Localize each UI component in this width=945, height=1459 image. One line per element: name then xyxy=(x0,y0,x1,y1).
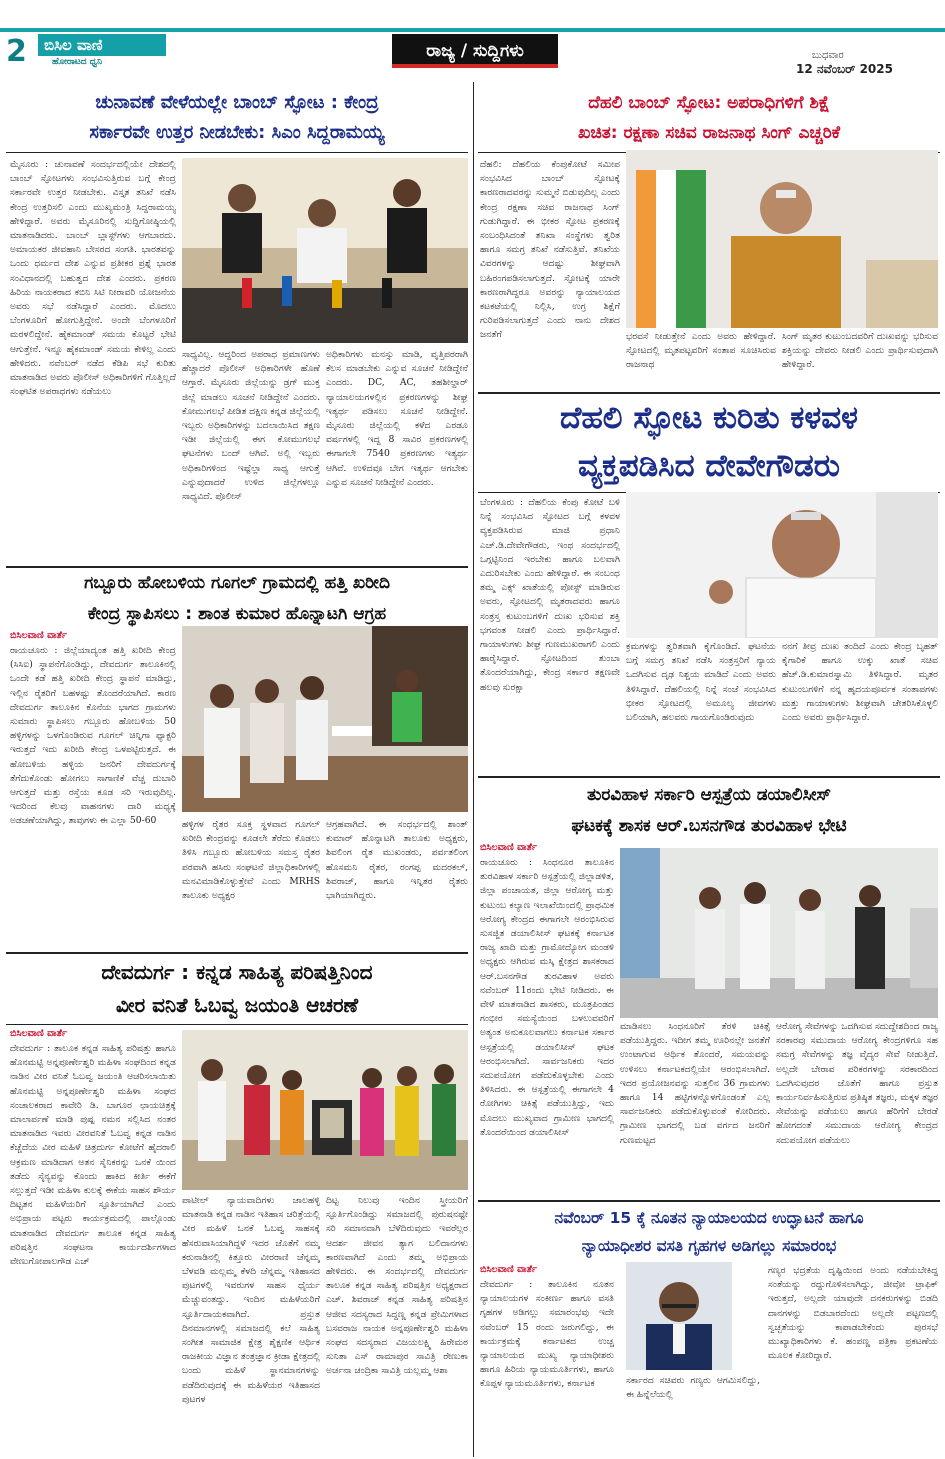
section-title: ರಾಜ್ಯ / ಸುದ್ದಿಗಳು xyxy=(392,34,558,68)
article-text: ನನಗೆ ತೀವ್ರ ದುಃಖ ತಂದಿದೆ ಎಂದು ಕೇಂದ್ರ ಬೃಹತ್ ಕೈಗಾರಿಕೆ ಹಾಗೂ ಉಕ್ಕು ಖಾತೆ ಸಚಿವ ಹೆಚ್.ಡಿ.ಕುಮಾರಸ್ವಾಮಿ ತಿಳಿಸಿದ್ದಾರೆ. ಮೃತರ ಕುಟುಂಬಗಳಿಗೆ ನನ್ನ ಹೃದಯಪೂರ್ವಕ ಸಂತಾಪಗಳು ಮತ್ತು ಗಾಯಾಳುಗಳು ಶೀಘ್ರವಾಗಿ ಚೇತರಿಸಿಕೊಳ್ಳಲಿ ಎಂದು ಅವರು ಪ್ರಾರ್ಥಿಸಿದ್ದಾರೆ. xyxy=(782,641,938,724)
column-divider xyxy=(473,82,474,1457)
header-rule xyxy=(0,28,945,32)
headline-line: ವ್ಯಕ್ತಪಡಿಸಿದ ದೇವೇಗೌಡರು xyxy=(577,448,841,484)
headline-line: ವೀರ ವನಿತೆ ಓಬವ್ವ ಜಯಂತಿ ಆಚರಣೆ xyxy=(115,993,359,1017)
headline-line: ಗಬ್ಬೂರು ಹೋಬಳಿಯ ಗೂಗಲ್ ಗ್ರಾಮದಲ್ಲಿ ಹತ್ತಿ ಖರೀದಿ xyxy=(84,573,390,593)
headline-obavva xyxy=(6,956,468,1022)
headline-court xyxy=(478,1204,940,1260)
page-number: 2 xyxy=(6,34,27,69)
headline-line: ತುರವಿಹಾಳ ಸರ್ಕಾರಿ ಆಸ್ಪತ್ರೆಯ ಡಯಾಲಿಸೀಸ್ xyxy=(586,785,832,805)
headline-gowda xyxy=(478,394,940,490)
photo-rajnath-singh xyxy=(626,150,938,328)
article-text: ಮೈಸೂರು : ಚುನಾವಣೆ ಸಂದರ್ಭದಲ್ಲಿಯೇ ದೇಶದಲ್ಲಿ ಬಾಂಬ್ ಸ್ಫೋಟಗಳು ಸಂಭವಿಸುತ್ತಿರುವ ಬಗ್ಗೆ ಕೇಂದ್ರ ಸರ್ಕಾರವೇ ಉತ್ತರ ನೀಡಬೇಕು. ವಿಸ್ತೃತ ತನಿಖೆ ನಡೆಸಿ ಕೇಂದ್ರ ಉತ್ತರಿಸಲಿ ಎಂದು ಮುಖ್ಯಮಂತ್ರಿ ಸಿದ್ದರಾಮಯ್ಯ ಹೇಳಿದ್ದಾರೆ. ಅವರು ಮೈಸೂರಿನಲ್ಲಿ ಸುದ್ದಿಗೋಷ್ಠಿಯಲ್ಲಿ ಮಾತನಾಡಿದರು. ಬಾಂಬ್ ಬ್ಲಾಸ್ಟ್‌ಗಳು ಆಗಬಾರದು. ಅಮಾಯಕರ ಜೀವಹಾನಿ ಬೇಸರದ ಸಂಗತಿ. ಭಾರತವನ್ನು ಒಂದು ಧರ್ಮದ ದೇಶ ಎನ್ನುವ ಪ್ರತೀಕರ ಪ್ರಶ್ನೆ ಭಾರತ ಸಂವಿಧಾನದಲ್ಲಿ ಬಹುತ್ವದ ದೇಶ ಎಂದರು. ಪ್ರಕರಣ ಹಿರಿಯ ನಾಯಕರಾದ ಕಬಿನಿ ಸಿಟಿ ನೀರಾವರಿ ಯೋಜನೆಯ ಅವರು ಸಭೆ ನಡೆಸಿದ್ದಾರೆ ಎಂದರು. ಮೊದಲು ಬೆಂಗಳೂರಿಗೆ ಹೋಗುತ್ತಿದ್ದೇನೆ. ಅಂದೇ ಬೆಂಗಳೂರಿಗೆ ಮರಳಲಿದ್ದೇನೆ. ಹೈಕಮಾಂಡ್ ಸಮಯ ಕೊಟ್ಟರೆ ಭೇಟಿ ಆಗುತ್ತೇನೆ. ಇನ್ನೂ ಹೈಕಮಾಂಡ್ ಸಮಯ ಕೇಳಿಲ್ಲ ಎಂದು ಹೇಳಿದರು. ನವೆಂಬರ್ ನಡೆದ ಕೆಡಿಪಿ ಸಭೆ ಕುರಿತು ಮಾತನಾಡಿದ ಅವರು ಪೊಲೀಸ್ ಅಧಿಕಾರಿಗಳಿಗೆ ಗೊತ್ತಿಲ್ಲದೆ ಸಂಘಟಿತ ಅಪರಾಧಗಳು ನಡೆಯಲು xyxy=(10,159,176,398)
article-text: ಬೆಂಗಳೂರು : ದೆಹಲಿಯ ಕೆಂಪು ಕೋಟೆ ಬಳಿ ನಿನ್ನೆ ಸಂಭವಿಸಿದ ಸ್ಫೋಟದ ಬಗ್ಗೆ ಕಳವಳ ವ್ಯಕ್ತಪಡಿಸಿರುವ ಮಾಜಿ ಪ್ರಧಾನಿ ಎಚ್.ಡಿ.ದೇವೇಗೌಡರು, ಇಂಥ ಸಂದರ್ಭದಲ್ಲಿ ಒಗ್ಗಟ್ಟಿನಿಂದ ಇರಬೇಕು ಹಾಗೂ ಬಲವಾಗಿ ಎದುರಿಸಬೇಕು ಎಂದು ಹೇಳಿದ್ದಾರೆ. ಈ ಸಂಬಂಧ ತಮ್ಮ ಎಕ್ಸ್ ಖಾತೆಯಲ್ಲಿ ಪೋಸ್ಟ್ ಮಾಡಿರುವ ಅವರು, ಸ್ಫೋಟದಲ್ಲಿ ಮೃತರಾದವರು ಹಾಗೂ ಸಂತ್ರಸ್ತ ಕುಟುಂಬಗಳಿಗೆ ದುಃಖ ಭರಿಸುವ ಶಕ್ತಿ ಭಗವಂತ ನೀಡಲಿ ಎಂದು ಪ್ರಾರ್ಥಿಸಿದ್ದಾರೆ. ಗಾಯಾಳುಗಳು ಶೀಘ್ರ ಗುಣಮುಖರಾಗಲಿ ಎಂದು ಹಾರೈಸಿದ್ದಾರೆ. ಸ್ಫೋಟದಿಂದ ತುಂಬಾ ತೊಂದರೆಯಾಗಿದ್ದು, ಕೇಂದ್ರ ಸರ್ಕಾರ ತಕ್ಷಣವೇ ಹಲವು ಸುರಕ್ಷಾ xyxy=(480,497,620,693)
article-text: ಸಾಧ್ಯವಿಲ್ಲ. ಆದ್ದರಿಂದ ಅಪರಾಧ ಪ್ರಮಾಣಗಳು ಹೆಚ್ಚಾದರೆ ಪೊಲೀಸ್ ಅಧಿಕಾರಿಗಳೇ ಹೊಣೆ ಆಗ್ತಾರೆ. ಮೈಸೂರು ಜಿಲ್ಲೆಯನ್ನು ಡ್ರಗ್ ಮುಕ್ತ ಜಿಲ್ಲೆ ಮಾಡಲು ಸೂಚನೆ ನೀಡಿದ್ದೇನೆ ಎಂದರು. ಕೋಮುಗಲಭೆ ಪೀಡಿತ ದಕ್ಷಿಣ ಕನ್ನಡ ಜಿಲ್ಲೆಯಲ್ಲಿ ಇಬ್ಬರು ಅಧಿಕಾರಿಗಳನ್ನು ಬದಲಾಯಿಸಿದ ತಕ್ಷಣ ಇಡೀ ಜಿಲ್ಲೆಯಲ್ಲಿ ಈಗ ಕೋಮುಗಲಭೆ ಘಟನೆಗಳು ಬಂದ್ ಆಗಿವೆ. ಅಲ್ಲಿ ಇಬ್ಬರು ಅಧಿಕಾರಿಗಳಿಂದ ಇಷ್ಟೆಲ್ಲಾ ಸಾಧ್ಯ ಆಗುತ್ತೆ ಎನ್ನುವುದಾದರೆ ಉಳಿದ ಜಿಲ್ಲೆಗಳಲ್ಲೂ ಸಾಧ್ಯವಿದೆ. ಪೊಲೀಸ್ xyxy=(182,349,320,503)
photo-illustration xyxy=(626,1262,732,1370)
divider xyxy=(478,776,940,778)
article-text: ಆರೋಗ್ಯ ಸೇವೆಗಳನ್ನು ಒದಗಿಸುವ ಸದುದ್ದೇಶದಿಂದ ರಾಜ್ಯ ಸರಕಾರವು ಸಮುದಾಯ ಆರೋಗ್ಯ ಕೇಂದ್ರಗಳಿಗೂ ಸಹ ಸಮಗ್ರ ಸೇವೆಗಳನ್ನು ತಜ್ಞ ವೈದ್ಯರ ಸೇವೆ ನೀಡುತ್ತಿದೆ. ಅಲ್ಲದೇ ಬೇರಾವ ಪರಿಕರಗಳನ್ನು ಸರಕಾರದಿಂದ ಒದಗಿಸುವುದರ ಜೊತೆಗೆ ಹಾಗೂ ಪ್ರಸ್ತುತ ಕಾರ್ಯನಿರ್ವಹಿಸುತ್ತಿರುವ ಪ್ರತಿಷ್ಠಿತ ತಜ್ಞರು, ಮಕ್ಕಳ ತಜ್ಞರ ಸೇವೆಯನ್ನು ಪಡೆಯಲು ಹಾಗೂ ಹೆರಿಗೆಗೆ ಬೇರಡೆ ಹೋಗದಂತೆ ಸಮುದಾಯ ಆರೋಗ್ಯ ಕೇಂದ್ರದ ಸದುಪಯೋಗ ಪಡೆಯಲು xyxy=(776,1021,938,1146)
byline: ಬಿಸಿಲವಾಣಿ ವಾರ್ತೆ xyxy=(480,1264,537,1275)
headline-delhi xyxy=(478,88,940,148)
photo-cotton-memorandum xyxy=(182,626,468,812)
issue-day: ಬುಧವಾರ xyxy=(812,50,844,61)
newspaper-tagline: ಹೋರಾಟದ ಧ್ವನಿ xyxy=(52,57,103,67)
headline-cm xyxy=(6,88,468,148)
headline-hospital xyxy=(478,780,940,842)
article-text: ದೇವದುರ್ಗ : ತಾಲೂಕ ಕನ್ನಡ ಸಾಹಿತ್ಯ ಪರಿಷತ್ತು ಹಾಗೂ ಹೊನಮಟ್ಟಿ ಅನ್ನಪೂರ್ಣೇಶ್ವರಿ ಮಹಿಳಾ ಸಂಘದಿಂದ ಕನ್ನಡ ನಾಡಿನ ವೀರ ವನಿತೆ ಓಬವ್ವ ಜಯಂತಿ ಆಚರಿಸಲಾಯಿತು ಹೊನಮಟ್ಟಿ ಅನ್ನಪೂರ್ಣೇಶ್ವರಿ ಮಹಿಳಾ ಸಂಘದ ಸಂಚಾಲಕರಾದ ಕಾವೇರಿ ಡಿ. ಬಾಗೂರ ಛಾಯಚಿತ್ರಕ್ಕೆ ಮಾಲಾರ್ಪಣೆ ಮಾಡಿ ಪುಷ್ಪ ನಮನ ಸಲ್ಲಿಸಿದ ನಂತರ ಮಾತನಾಡಿದ ಇವರು ವೀರವನಿತೆ ಓಬವ್ವ ಕನ್ನಡ ನಾಡಿನ ಕೆಚ್ಚೆದೆಯ ವೀರ ಮಹಿಳೆ ಚಿತ್ರದುರ್ಗ ಕೋಟೆಗೆ ಹೈದರಾಲಿ ಆಕ್ರಮಣ ಮಾಡಿದಾಗ ಆತನ ಸೈನಿಕರನ್ನು ಒನಕೆ ಯಿಂದ ತಡೆದು ಸೈನ್ಯವನ್ನು ಕೊಂದು ಹಾಕಿದ ಕೀರ್ತಿ ಈಕೆಗೆ ಸಲ್ಲುತ್ತದೆ ಇಡೀ ಮಹಿಳಾ ಕುಲಕ್ಕೆ ಈಕೆಯ ಸಾಹಸ ಶೌರ್ಯ ದಿಟ್ಟತನ ಮಹಿಳೆಯರಿಗೆ ಸ್ಫೂರ್ತಿಯಾಗಿದೆ ಎಂದು ಅಭಿಪ್ರಾಯ ಪಟ್ಟರು ಕಾರ್ಯಕ್ರಮದಲ್ಲಿ ಪಾಲ್ಗೊಂಡು ಮಾತನಾಡಿದ ದೇವದುರ್ಗ ತಾಲೂಕ ಕನ್ನಡ ಸಾಹಿತ್ಯ ಪರಿಷತ್ತಿನ ಸಂಘಟನಾ ಕಾರ್ಯದರ್ಶಿಗಳಾದ ವೇಣುಗೋಪಾಲಗೌಡ ಎಚ್ xyxy=(10,1043,176,1268)
issue-date: 12 ನವೆಂಬರ್ 2025 xyxy=(796,62,893,76)
article-text: ಕ್ರಮಗಳನ್ನು ತ್ವರಿತವಾಗಿ ಕೈಗೊಂಡಿದೆ. ಘಟನೆಯ ಬಗ್ಗೆ ಸಮಗ್ರ ತನಿಖೆ ನಡೆಸಿ ಸಂತ್ರಸ್ತರಿಗೆ ನ್ಯಾಯ ಒದಗಿಸುವ ದೃಢ ನಿಶ್ಚಯ ಮಾಡಿದೆ ಎಂದು ಅವರು ತಿಳಿಸಿದ್ದಾರೆ. ದೆಹಲಿಯಲ್ಲಿ ನಿನ್ನೆ ಸಂಜೆ ಸಂಭವಿಸಿದ ಭೀಕರ ಸ್ಫೋಟದಲ್ಲಿ ಅಮೂಲ್ಯ ಜೀವಗಳು ಬಲಿಯಾಗಿ, ಹಲವರು ಗಾಯಗೊಂಡಿರುವುದು xyxy=(626,641,776,724)
headline-line: ಸರ್ಕಾರವೇ ಉತ್ತರ ನೀಡಬೇಕು: ಸಿಎಂ ಸಿದ್ದರಾಮಯ್ಯ xyxy=(89,122,385,143)
headline-line: ದೆಹಲಿ ಬಾಂಬ್ ಸ್ಫೋಟ: ಅಪರಾಧಿಗಳಿಗೆ ಶಿಕ್ಷೆ xyxy=(588,93,830,113)
photo-illustration xyxy=(182,626,468,812)
divider xyxy=(6,152,468,153)
article-text: ದಿಟ್ಟ ನಿಲುವು ಇಂದಿನ ಸ್ತ್ರೀಯರಿಗೆ ಸ್ಫೂರ್ತಿಗೊಂಡಿದ್ದು ಸಮಾಜದಲ್ಲಿ ಪುರುಷನಷ್ಟೇ ಸರಿ ಸಮಾನವಾಗಿ ಬೆಳೆದಿರುವುದು ಇವರೆಲ್ಲರ ಆದರ್ಶ ಜೀವನ ತ್ಯಾಗ ಬಲಿದಾನಗಳು ಕಾರಣವಾಗಿದೆ ಎಂದು ತಮ್ಮ ಅಭಿಪ್ರಾಯ ಹೇಳಿದರು. ಈ ಸಂದರ್ಭದಲ್ಲಿ ದೇವದುರ್ಗ ತಾಲೂಕ ಕನ್ನಡ ಸಾಹಿತ್ಯ ಪರಿಷತ್ತಿನ ಅಧ್ಯಕ್ಷರಾದ ಎಚ್. ಶಿವರಾಜ್ ಕನ್ನಡ ಸಾಹಿತ್ಯ ಪರಿಷತ್ತಿನ ಆಜೀವ ಸದಸ್ಯರಾದ ಸಿದ್ದಣ್ಣ ಕನ್ನಡ ಪ್ರೇಮಿಗಳಾದ ಬಸವರಾಜ ನಾಯಕ ಅನ್ನಪೂರ್ಣೇಶ್ವರಿ ಮಹಿಳಾ ಸಂಘದ ಸದಸ್ಯರಾದ ವಿಜಯಲಕ್ಷ್ಮಿ ಹಿರೇಮಠ ಸುನಿತಾ ಎಸ್ ರಾಮಾಪುರ ಸಾವಿತ್ರಿ ರೇಣುಕಾ ಅರ್ಚನಾ ಚಂದ್ರಿಕಾ ಸಾವಿತ್ರಿ ಯಲ್ಲಮ್ಮ ಆಶಾ xyxy=(326,1195,468,1377)
photo-hospital-visit xyxy=(620,848,938,1018)
newspaper-logo: ಬಿಸಿಲ ವಾಣಿ xyxy=(38,34,166,56)
article-text: ದೆಹಲಿ: ದೆಹಲಿಯ ಕೆಂಪುಕೋಟೆ ಸಮೀಪ ಸಂಭವಿಸಿದ ಬಾಂಬ್ ಸ್ಫೋಟಕ್ಕೆ ಕಾರಣರಾದವರನ್ನು ಸುಮ್ಮನೆ ಬಿಡುವುದಿಲ್ಲ ಎಂದು ಕೇಂದ್ರ ರಕ್ಷಣಾ ಸಚಿವ ರಾಜನಾಥ ಸಿಂಗ್ ಗುಡುಗಿದ್ದಾರೆ. ಈ ಭೀಕರ ಸ್ಫೋಟ ಪ್ರಕರಣಕ್ಕೆ ಸಂಬಂಧಿಸಿದಂತೆ ತನಿಖಾ ಸಂಸ್ಥೆಗಳು ತ್ವರಿತ ಹಾಗೂ ಸಮಗ್ರ ತನಿಖೆ ನಡೆಸುತ್ತಿವೆ. ತನಿಖೆಯ ವಿವರಗಳನ್ನು ಆದಷ್ಟು ಶೀಘ್ರವಾಗಿ ಬಹಿರಂಗಪಡಿಸಲಾಗುತ್ತದೆ. ಸ್ಫೋಟಕ್ಕೆ ಯಾರೇ ಕಾರಣರಾಗಿದ್ದರೂ ಅವರನ್ನು ನ್ಯಾಯಾಲಯದ ಕಟಕಟೆಯಲ್ಲಿ ನಿಲ್ಲಿಸಿ, ಉಗ್ರ ಶಿಕ್ಷೆಗೆ ಗುರಿಪಡಿಸಲಾಗುತ್ತದೆ ಎಂದು ನಾನು ದೇಶದ ಜನತೆಗೆ xyxy=(480,159,620,341)
headline-line: ಚುನಾವಣೆ ವೇಳೆಯಲ್ಲೇ ಬಾಂಬ್ ಸ್ಫೋಟ : ಕೇಂದ್ರ xyxy=(95,92,379,113)
photo-illustration xyxy=(620,848,938,1018)
headline-cotton xyxy=(6,568,468,630)
headline-line: ನವೆಂಬರ್ 15 ಕ್ಕೆ ನೂತನ ನ್ಯಾಯಾಲಯದ ಉದ್ಘಾಟನೆ ಹಾಗೂ xyxy=(554,1209,864,1227)
divider xyxy=(6,1024,468,1025)
photo-illustration xyxy=(182,1030,468,1190)
article-text: ಸಿಂಗ್ ಮೃತರ ಕುಟುಂಬದವರಿಗೆ ದುಃಖವನ್ನು ಭರಿಸುವ ಶಕ್ತಿಯನ್ನು ದೇವರು ನೀಡಲಿ ಎಂದು ಪ್ರಾರ್ಥಿಸುವುದಾಗಿ ಹೇಳಿದ್ದಾರೆ. xyxy=(782,331,938,371)
divider xyxy=(6,952,468,954)
article-text: ರಾಯಚೂರು : ಜಿಲ್ಲೆಯಾದ್ಯಂತ ಹತ್ತಿ ಖರೀದಿ ಕೇಂದ್ರ (ಸಿಸಿಐ) ಸ್ಥಾಪನೆಗೊಂಡಿದ್ದು, ದೇವದುರ್ಗ ತಾಲೂಕಿನಲ್ಲಿ ಒಂದೇ ಕಡೆ ಹತ್ತಿ ಖರೀದಿ ಕೇಂದ್ರ ಸ್ಥಾಪನೆ ಮಾಡಿದ್ದು, ಇಲ್ಲಿನ ರೈತರಿಗೆ ಬಹಳಷ್ಟು ತೊಂದರೆಯಾಗಿದೆ. ಕಾರಣ ದೇವದುರ್ಗ ತಾಲೂಕಿನ ಕೊನೆಯ ಭಾಗದ ಗ್ರಾಮಗಳು ಸುಮಾರು ಸ್ಥಾಪಿಸಲು ಗಬ್ಬೂರು ಹೋಬಳಿಯ 50 ಹಳ್ಳಿಗಳನ್ನು ಒಳಗೊಂಡಿರುವ ಗೂಗಲ್ ಚಿನ್ನಿಗಾ ಫ್ಯಾಕ್ಟರಿ ಇರುತ್ತದೆ ಇದು ಖರೀದಿ ಕೇಂದ್ರ ಒಳಪಟ್ಟಿರುತ್ತದೆ. ಈ ಹೋಬಳಿಯ ಹಳ್ಳಿಯ ಜನರಿಗೆ ದೇವದುರ್ಗಕ್ಕೆ ತೆಗೆದುಕೊಂಡು ಹೋಗಲು ಸಾಗಾಣಿಕೆ ವೆಚ್ಚ ದುಬಾರಿ ಆಗುತ್ತದೆ ಮತ್ತು ರಸ್ತೆಯ ಕೂಡ ಸರಿ ಇರುವುದಿಲ್ಲ. ಇದರಿಂದ ಕೆಲವು ವಾಹನಗಳು ದಾರಿ ಮಧ್ಯಕ್ಕೆ ಅಡಚಣೆಯಾಗಿದ್ದು, ತಾವುಗಳು ಈ ಎಲ್ಲಾ 50-60 xyxy=(10,645,176,827)
article-text: ಹಳ್ಳಿಗಳ ರೈತರ ಸೂಕ್ತ ಸ್ಥಳವಾದ ಗೂಗಲ್ ಖರೀದಿ ಕೇಂದ್ರವನ್ನು ಕೂಡಲೇ ತೆರೆದು ಕೊಡಲು ತಿಳಿಸಿ ಗಬ್ಬೂರು ಹೋಬಳಿಯ ಸಮಸ್ತ ರೈತರ ಪರವಾಗಿ ಹಸಿರು ಸಂಘಟನೆ ಜಿಲ್ಲಾಧಿಕಾರಿಗಳಲ್ಲಿ ಮನವಿಮಾಡಿಕೊಳ್ಳುತ್ತೇವೆ ಎಂದು MRHS ತಾಲೂಕು ಅಧ್ಯಕ್ಷರ xyxy=(182,819,320,902)
headline-line: ದೆಹಲಿ ಸ್ಫೋಟ ಕುರಿತು ಕಳವಳ xyxy=(560,400,858,436)
photo-cm-press-meet xyxy=(182,158,468,343)
photo-illustration xyxy=(182,158,468,343)
photo-devegowda xyxy=(626,492,938,638)
headline-line: ಖಚಿತ: ರಕ್ಷಣಾ ಸಚಿವ ರಾಜನಾಥ ಸಿಂಗ್ ಎಚ್ಚರಿಕೆ xyxy=(577,123,841,143)
photo-court-official xyxy=(626,1262,732,1370)
headline-line: ದೇವದುರ್ಗ : ಕನ್ನಡ ಸಾಹಿತ್ಯ ಪರಿಷತ್ತಿನಿಂದ xyxy=(101,960,373,984)
article-text: ಅಧಿಕಾರಿಗಳು ಮನಸ್ಸು ಮಾಡಿ, ವೃತ್ತಿಪರರಾಗಿ ಕೆಲಸ ಮಾಡಬೇಕು ಎನ್ನುವ ಸೂಚನೆ ನೀಡಿದ್ದೇನೆ ಎಂದರು. DC, AC, ತಹಶೀಲ್ದಾರ್ ನ್ಯಾಯಾಲಯಗಳಲ್ಲಿನ ಪ್ರಕರಣಗಳನ್ನು ಶೀಘ್ರ ಇತ್ಯರ್ಥ ಪಡಿಸಲು ಸೂಚನೆ ನೀಡಿದ್ದೇನೆ. ಮೈಸೂರು ಜಿಲ್ಲೆಯಲ್ಲಿ ಕಳೆದ ಎರಡೂ ವರ್ಷಗಳಲ್ಲಿ ಇದ್ದ 8 ಸಾವಿರ ಪ್ರಕರಣಗಳಲ್ಲಿ ಈಗಾಗಲೇ 7540 ಪ್ರಕರಣಗಳು ಇತ್ಯರ್ಥ ಆಗಿವೆ. ಉಳಿದವೂ ಬೇಗ ಇತ್ಯರ್ಥ ಆಗಬೇಕು ಎನ್ನುವ ಸೂಚನೆ ನೀಡಿದ್ದೇನೆ ಎಂದರು. xyxy=(326,349,468,488)
article-text: ಭರವಸೆ ನೀಡುತ್ತೇನೆ ಎಂದು ಅವರು ಹೇಳಿದ್ದಾರೆ. ಸ್ಫೋಟದಲ್ಲಿ ಮೃತಪಟ್ಟವರಿಗೆ ಸಂತಾಪ ಸೂಚಿಸಿರುವ ರಾಜನಾಥ xyxy=(626,331,776,371)
byline: ಬಿಸಿಲವಾಣಿ ವಾರ್ತೆ xyxy=(10,630,67,641)
article-text: ರಾಯಚೂರು : ಸಿಂಧನೂರ ತಾಲೂಕಿನ ತುರವಿಹಾಳ ಸರ್ಕಾರಿ ಆಸ್ಪತ್ರೆಯಲ್ಲಿ ಜಿಲ್ಲಾಡಳಿತ, ಜಿಲ್ಲಾ ಪಂಚಾಯತ, ಜಿಲ್ಲಾ ಆರೋಗ್ಯ ಮತ್ತು ಕುಟುಂಬ ಕಲ್ಯಾಣ ಇಲಾಖೆಯಿಂದಲ್ಲಿ ಪ್ರಾಥಮಿಕ ಆರೋಗ್ಯ ಕೇಂದ್ರದ ಈಗಾಗಲೇ ಆರಂಭಿಸಿರುವ ಸುಸಜ್ಜಿತ ಡಯಾಲಿಸೀಸ್ ಘಟಕಕ್ಕೆ ಕರ್ನಾಟಕ ರಾಜ್ಯ ಖಾದಿ ಮತ್ತು ಗ್ರಾಮೋದ್ಯೋಗ ಮಂಡಳಿ ಅಧ್ಯಕ್ಷರು ಆಗಿರುವ ಮಸ್ಕಿ ಕ್ಷೇತ್ರದ ಶಾಸಕರಾದ ಆರ್.ಬಸನಗೌಡ ತುರವಿಹಾಳ ಅವರು ನವೆಂಬರ್ 11ರಂದು ಭೇಟಿ ನೀಡಿದರು. ಈ ವೇಳೆ ಮಾತನಾಡಿದ ಶಾಸಕರು, ಮೂತ್ರಪಿಂಡದ ಗಂಭೀರ ಸಮಸ್ಯೆಯಿಂದ ಬಳಲುವವರಿಗೆ ಅತ್ಯಂತ ಅನುಕೂಲವಾಗಲು ಕರ್ನಾಟಕ ಸರ್ಕಾರ ಆಸ್ಪತ್ರೆಯಲ್ಲಿ ಡಯಾಲಿಸೀಸ್ ಘಟಕ ಆರಂಭಿಸಲಾಗಿದೆ. ಸಾರ್ವಜನಿಕರು ಇದರ ಸದುಪಯೋಗ ಪಡೆದುಕೊಳ್ಳಬೇಕು ಎಂದು ತಿಳಿಸಿದರು. ಈ ಆಸ್ಪತ್ರೆಯಲ್ಲಿ ಈಗಾಗಲೇ 4 ರೋಗಿಗಳು ಚಿಕಿತ್ಸೆ ಪಡೆಯುತ್ತಿದ್ದು, ಇದು ಮೊದಲು ಮುಖ್ಯವಾದ ಗ್ರಾಮೀಣ ಭಾಗದಲ್ಲಿ ತೊಂದರೆಯಿಂದ ಡಯಾಲಿಸೀಸ್ xyxy=(480,857,614,1138)
article-text: ಸರ್ಕಾರದ ಸಚಿವರು ಗಣ್ಯರು ಆಗಮಿಸಲಿದ್ದು, ಈ ಹಿನ್ನೆಲೆಯಲ್ಲಿ xyxy=(626,1375,760,1401)
article-text: ಆಗ್ರಹವಾಗಿದೆ. ಈ ಸಂಧರ್ಭದಲ್ಲಿ ಶಾಂತ್ ಕುಮಾರ್ ಹೊನ್ನಾಟಗಿ ತಾಲೂಕು ಅಧ್ಯಕ್ಷರು, ಶಿವಲಿಂಗ ರೈತ ಮುಖಂಡರು, ಪರ್ವತಲಿಂಗ ಹೊಸಮನಿ ರೈತರ, ರಂಗಪ್ಪ ಮದರಕಲ್, ಶಿವರಾಜ್, ಹಾಗೂ ಇನ್ನಿತರ ರೈತರು ಭಾಗಿಯಾಗಿದ್ದರು. xyxy=(326,819,468,902)
photo-illustration xyxy=(626,150,938,328)
headline-line: ನ್ಯಾಯಾಧೀಶರ ವಸತಿ ಗೃಹಗಳ ಅಡಿಗಲ್ಲು ಸಮಾರಂಭ xyxy=(581,1237,837,1255)
byline: ಬಿಸಿಲವಾಣಿ ವಾರ್ತೆ xyxy=(480,842,537,853)
byline: ಬಿಸಿಲವಾಣಿ ವಾರ್ತೆ xyxy=(10,1028,67,1039)
headline-line: ಘಟಕಕ್ಕೆ ಶಾಸಕ ಆರ್.ಬಸನಗೌಡ ತುರವಿಹಾಳ ಭೇಟಿ xyxy=(571,816,847,836)
article-text: ಪಾಟೀಲ್ ನ್ಯಾಯವಾದಿಗಳು ಜಾಲಹಳ್ಳಿ ಮಾತನಾಡಿ ಕನ್ನಡ ನಾಡಿನ ಇತಿಹಾಸ ಚರಿತ್ರೆಯಲ್ಲಿ ವೀರ ಮಹಿಳೆ ಒನಕೆ ಓಬವ್ವ ಸಾಹಸಕ್ಕೆ ಹೆಸರುವಾಸಿಯಾಗಿದ್ದಳೆ ಇದರ ಜೊತೆಗೆ ನಮ್ಮ ಕರುನಾಡಿನಲ್ಲಿ ಕಿತ್ತೂರು ವೀರರಾಣಿ ಚೆನ್ನಮ್ಮ ಬೆಳವಡಿ ಮಲ್ಲಮ್ಮ ಕೆಳದಿ ಚೆನ್ನಮ್ಮ ಇತಿಹಾಸದ ಪುಟಗಳಲ್ಲಿ ಇವರುಗಳ ಸಾಹಸ ಧೈರ್ಯ ಮೆಚ್ಚುವಂತದ್ದು. ಇಂದಿನ ಮಹಿಳೆಯರಿಗೆ ಸ್ಫೂರ್ತಿದಾಯಕವಾಗಿದೆ. ಪ್ರಸ್ತುತ ದಿನಮಾನಗಳಲ್ಲಿ ಸಮಾಜದಲ್ಲಿ ಕಲೆ ಸಾಹಿತ್ಯ ಸಂಗೀತ ಸಾಮಾಜಿಕ ಕ್ಷೇತ್ರ ಶೈಕ್ಷಣಿಕ ಆರ್ಥಿಕ ರಾಜಕೀಯ ವಿಜ್ಞಾನ ತಂತ್ರಜ್ಞಾನ ಕ್ರೀಡಾ ಕ್ಷೇತ್ರದಲ್ಲಿ ಬಂದು ಮಹಿಳೆ ಸ್ಥಾನಮಾನಗಳನ್ನು ಪಡೆದಿರುವುದಕ್ಕೆ ಈ ಮಹಿಳೆಯರ ಇತಿಹಾಸದ ಪುಟಗಳ xyxy=(182,1195,320,1405)
headline-line: ಕೇಂದ್ರ ಸ್ಥಾಪಿಸಲು : ಶಾಂತ ಕುಮಾರ ಹೊನ್ನಾಟಗಿ ಆಗ್ರಹ xyxy=(87,604,387,624)
article-text: ಗಣ್ಯರ ಭದ್ರತೆಯ ದೃಷ್ಟಿಯಿಂದ ಅಂದು ನಡೆಯಬೇಕಿದ್ದ ಸಂತೆಯನ್ನು ರದ್ದುಗೊಳಿಸಲಾಗಿದ್ದು, ಜೀವೋ ಟ್ರಾಫಿಕ್ ಇರುತ್ತದೆ, ಅಲ್ಲದೇ ಯಾವುದೇ ದನಕರುಗಳನ್ನು ಬಿಡದಿ ದಾನಗಳನ್ನು ಬಿಡಬಾರದೆಂದು ಅಲ್ಲದೇ ಪಟ್ಟಣದಲ್ಲಿ ಸ್ವಚ್ಛತೆಯನ್ನು ಕಾಪಾಡಬೇಕೆಂದು ಪುರಸಭೆ ಮುಖ್ಯಾಧಿಕಾರಿಗಳು ಕೆ. ಹಂಪಣ್ಣ ಪತ್ರಿಕಾ ಪ್ರಕಟಣೆಯ ಮೂಲಕ ಕೋರಿದ್ದಾರೆ. xyxy=(768,1265,938,1362)
photo-illustration xyxy=(626,492,938,638)
divider xyxy=(478,1200,940,1202)
article-text: ದೇವದುರ್ಗ : ತಾಲೂಕಿನ ನೂತನ ನ್ಯಾಯಾಲಯಗಳ ಸಂಕೀರ್ಣ ಹಾಗೂ ವಸತಿ ಗೃಹಗಳ ಅಡಿಗಲ್ಲು ಸಮಾರಂಭವು ಇದೇ ನವೆಂಬರ್ 15 ರಂದು ಜರುಗಲಿದ್ದು, ಈ ಕಾರ್ಯಕ್ರಮಕ್ಕೆ ಕರ್ನಾಟಕದ ಉಚ್ಚ ನ್ಯಾಯಾಲಯದ ಮುಖ್ಯ ನ್ಯಾಯಾಧೀಶರು ಹಾಗೂ ಹಿರಿಯ ನ್ಯಾಯಮೂರ್ತಿಗಳು, ಹಾಗೂ ಕೊಪ್ಪಳ ನ್ಯಾಯಮೂರ್ತಿಗಳು, ಕರ್ನಾಟಕ xyxy=(480,1279,614,1390)
photo-obavva-jayanti xyxy=(182,1030,468,1190)
article-text: ಮಾಡಿಸಲು ಸಿಂಧನೂರಿಗೆ ತೆರಳಿ ಚಿಕಿತ್ಸೆ ಪಡೆಯುತ್ತಿದ್ದರು. ಇದೀಗ ತಮ್ಮ ಊರಿನಲ್ಲೇ ಜನತೆಗೆ ಉಂಟಾಗುವ ಆರ್ಥಿಕ ತೊಂದರೆ, ಸಮಯವನ್ನು ಉಳಿಸಲು ಕರ್ನಾಟಕದಲ್ಲಿಯೇ ಆರಂಭಿಸಲಾಗಿದೆ. ಇದರ ಪ್ರಯೋಜನವನ್ನು ಸುತ್ತಲಿನ 36 ಗ್ರಾಮಗಳು ಹಾಗೂ 14 ಹಟ್ಟಿಗಳನ್ನೊಳಗೊಂಡಂತೆ ಎಲ್ಲ ಸಾರ್ವಜನಿಕರು ಪಡೆದುಕೊಳ್ಳುವಂತೆ ಕೋರಿದರು. ಗ್ರಾಮೀಣ ಭಾಗದಲ್ಲಿ ಬಡ ವರ್ಗದ ಜನರಿಗೆ ಗುಣಮಟ್ಟದ xyxy=(620,1021,770,1146)
